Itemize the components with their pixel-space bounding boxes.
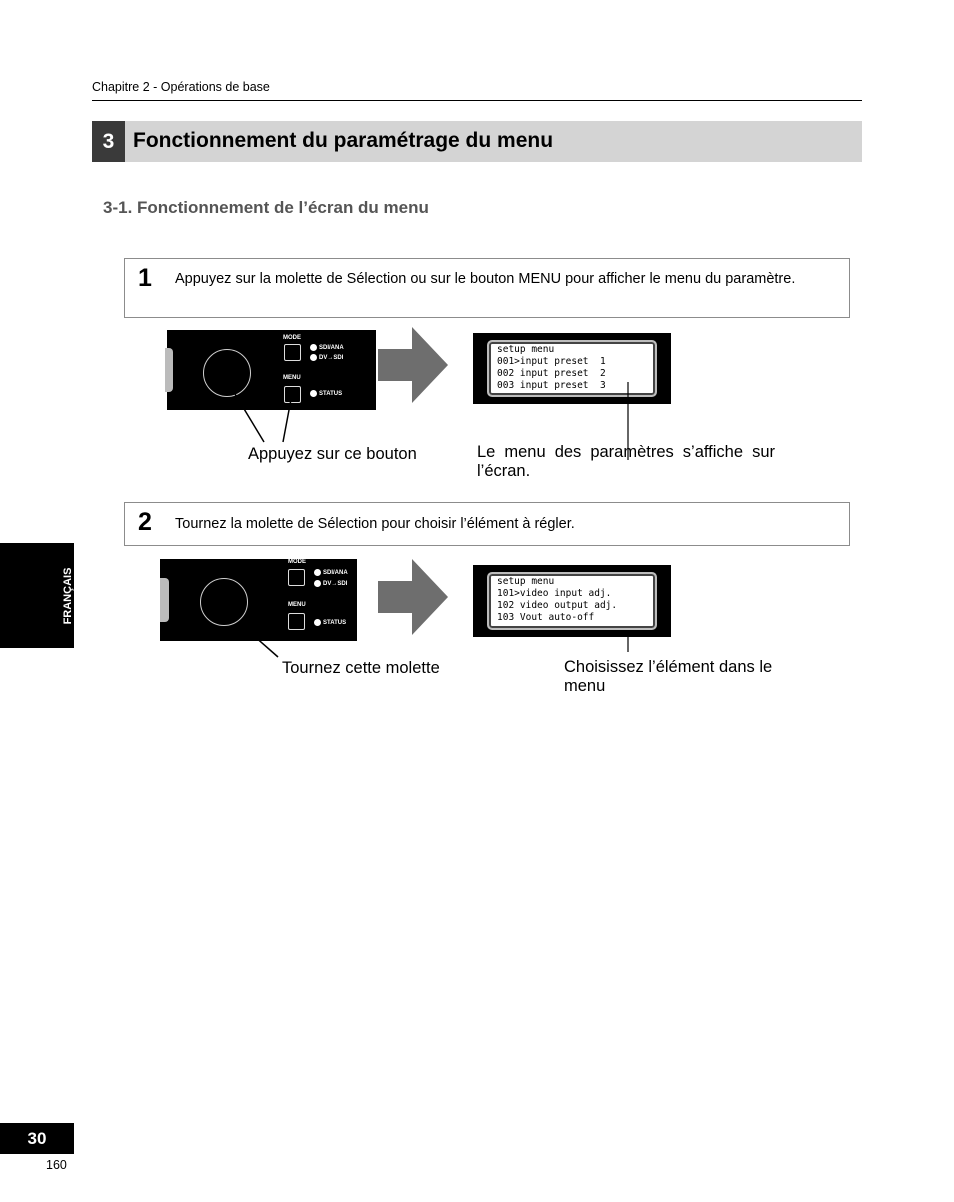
- section-title: Fonctionnement du paramétrage du menu: [133, 129, 554, 152]
- led-label-dv-sdi: DV→SDI: [323, 581, 348, 587]
- menu-button[interactable]: [288, 613, 305, 630]
- lcd-line: 002 input preset 2: [497, 368, 606, 379]
- menu-label: MENU: [288, 602, 306, 608]
- lcd-line: 102 video output adj.: [497, 600, 618, 611]
- led-icon: [310, 344, 317, 351]
- selection-knob-icon[interactable]: [200, 578, 248, 626]
- panel-edge: [165, 348, 173, 392]
- step-2-number: 2: [138, 508, 152, 536]
- step-1-text: Appuyez sur la molette de Sélection ou sur le bouton MENU pour afficher le menu du paramètre.: [175, 271, 796, 287]
- lcd-line: 103 Vout auto-off: [497, 612, 595, 623]
- lcd-line: 003 input preset 3: [497, 380, 606, 391]
- page-number: 30: [0, 1123, 74, 1154]
- led-label-status: STATUS: [319, 391, 343, 397]
- led-label-sdi-ana: SDI/ANA: [323, 570, 348, 576]
- device-panel-1: [167, 330, 376, 410]
- subsection-title: 3-1. Fonctionnement de l’écran du menu: [103, 198, 429, 217]
- lcd-display: [487, 340, 657, 397]
- lcd-line: 001>input preset 1: [497, 356, 606, 367]
- sub-page-number: 160: [46, 1158, 67, 1172]
- lcd-screen-2: [473, 565, 671, 637]
- led-label-status: STATUS: [323, 620, 347, 626]
- step-1-box: [124, 258, 850, 318]
- mode-button[interactable]: [288, 569, 305, 586]
- led-icon: [310, 390, 317, 397]
- led-icon: [314, 580, 321, 587]
- section-heading-bar: [92, 121, 862, 162]
- lcd-line: setup menu: [497, 344, 555, 355]
- led-icon: [314, 569, 321, 576]
- step-2-text: Tournez la molette de Sélection pour choisir l’élément à régler.: [175, 516, 575, 532]
- lcd-line: 101>video input adj.: [497, 588, 612, 599]
- menu-label: MENU: [283, 375, 301, 381]
- mode-button[interactable]: [284, 344, 301, 361]
- menu-button[interactable]: [284, 386, 301, 403]
- caption-press-button: Appuyez sur ce bouton: [248, 445, 417, 463]
- led-icon: [310, 354, 317, 361]
- device-panel-2: [160, 559, 357, 641]
- led-label-sdi-ana: SDI/ANA: [319, 345, 344, 351]
- mode-label: MODE: [283, 335, 301, 341]
- section-number: 3: [92, 121, 125, 162]
- mode-label: MODE: [288, 559, 306, 565]
- arrow-right-icon: [378, 327, 448, 403]
- panel-edge: [160, 578, 169, 622]
- led-label-dv-sdi: DV→SDI: [319, 355, 344, 361]
- led-icon: [314, 619, 321, 626]
- header-rule: [92, 100, 862, 101]
- arrow-right-icon: [378, 559, 448, 635]
- caption-turn-knob: Tournez cette molette: [282, 659, 440, 677]
- caption-menu-displayed: Le menu des paramètres s’affiche sur l’écran.: [477, 443, 775, 480]
- lcd-display: [487, 572, 657, 630]
- step-2-box: [124, 502, 850, 546]
- language-tab-label: FRANÇAIS: [62, 567, 74, 625]
- step-1-number: 1: [138, 264, 152, 292]
- caption-choose-item: Choisissez l’élément dans le menu: [564, 658, 773, 695]
- selection-knob-icon[interactable]: [203, 349, 251, 397]
- chapter-header: Chapitre 2 - Opérations de base: [92, 80, 270, 94]
- lcd-screen-1: [473, 333, 671, 404]
- lcd-line: setup menu: [497, 576, 555, 587]
